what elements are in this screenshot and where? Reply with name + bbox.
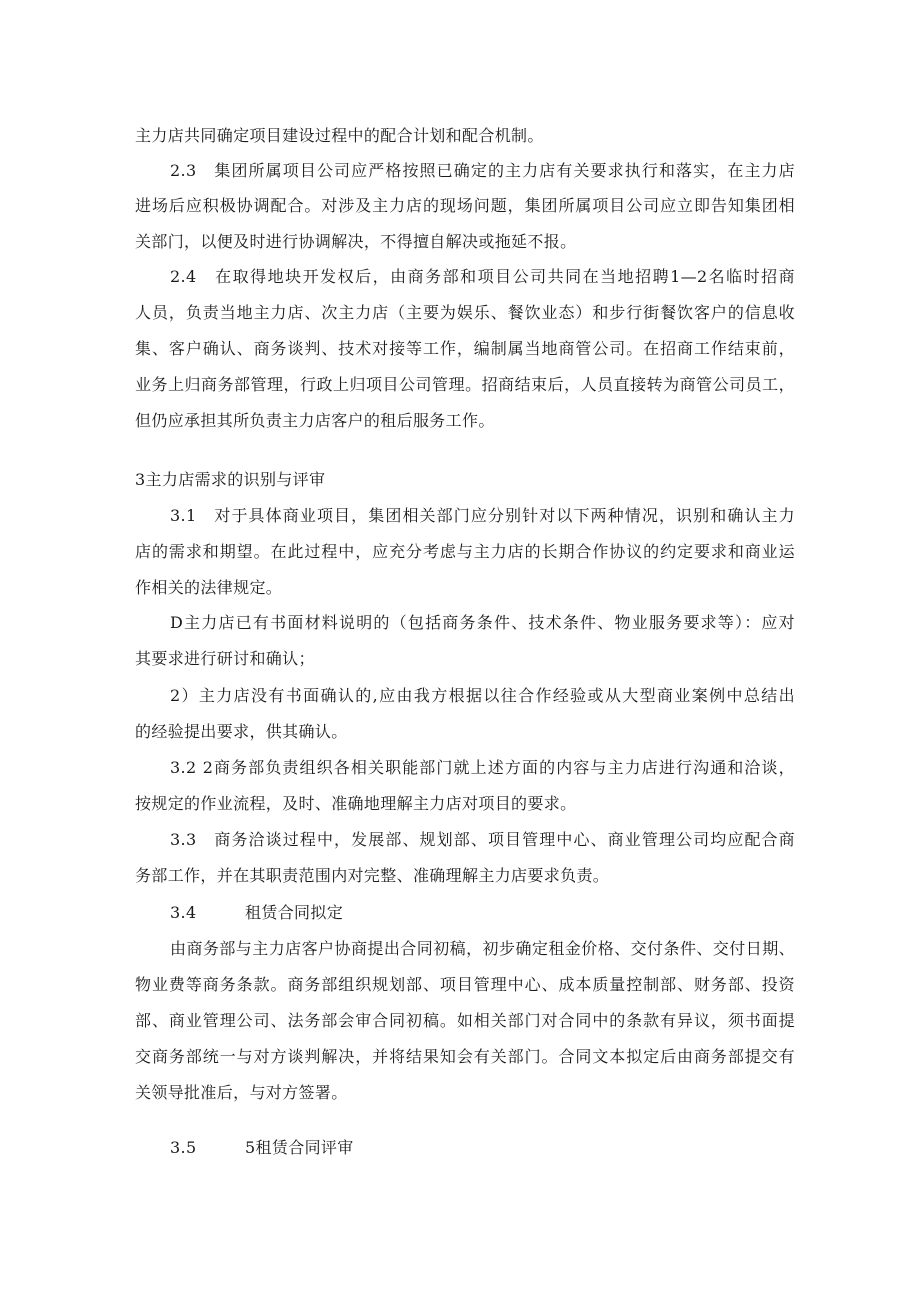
text-line: 集、客户确认、商务谈判、技术对接等工作，编制属当地商管公司。在招商工作结束前，	[135, 339, 795, 358]
text-line: 务部工作，并在其职责范围内对完整、准确理解主力店要求负责。	[135, 866, 610, 885]
text-line: 的经验提出要求，供其确认。	[135, 722, 348, 741]
text-line: 作相关的法律规定。	[135, 578, 283, 597]
text-line: 物业费等商务条款。商务部组织规划部、项目管理中心、成本质量控制部、财务部、投资	[135, 975, 795, 994]
section-heading: 5租赁合同评审	[245, 1138, 354, 1157]
text-line: 但仍应承担其所负责主力店客户的租后服务工作。	[135, 411, 495, 430]
text-line: 其要求进行研讨和确认；	[135, 649, 315, 668]
text-line: 关部门，以便及时进行协调解决，不得擅自解决或拖延不报。	[135, 232, 577, 251]
text-line: 2.4 在取得地块开发权后，由商务部和项目公司共同在当地招聘1—2名临时招商	[170, 267, 795, 286]
text-line: 3.3 商务洽谈过程中，发展部、规划部、项目管理中心、商业管理公司均应配合商	[170, 830, 795, 849]
text-line: 3.2 2商务部负责组织各相关职能部门就上述方面的内容与主力店进行沟通和洽谈，	[170, 758, 795, 777]
section-heading: 租赁合同拟定	[245, 903, 344, 922]
section-heading: 3主力店需求的识别与评审	[135, 470, 326, 489]
text-line: 交商务部统一与对方谈判解决，并将结果知会有关部门。合同文本拟定后由商务部提交有	[135, 1047, 795, 1066]
text-line: 按规定的作业流程，及时、准确地理解主力店对项目的要求。	[135, 794, 577, 813]
section-number: 3.5	[170, 1138, 197, 1157]
text-line: 店的需求和期望。在此过程中，应充分考虑与主力店的长期合作协议的约定要求和商业运	[135, 542, 795, 561]
text-line: 业务上归商务部管理，行政上归项目公司管理。招商结束后，人员直接转为商管公司员工，	[135, 375, 795, 394]
text-line: 由商务部与主力店客户协商提出合同初稿，初步确定租金价格、交付条件、交付日期、	[170, 939, 795, 958]
text-line: 主力店共同确定项目建设过程中的配合计划和配合机制。	[135, 126, 544, 145]
text-line: 3.1 对于具体商业项目，集团相关部门应分别针对以下两种情况，识别和确认主力	[170, 506, 795, 525]
text-line: 关领导批准后，与对方签署。	[135, 1083, 348, 1102]
text-line: D主力店已有书面材料说明的（包括商务条件、技术条件、物业服务要求等）：应对	[170, 613, 795, 632]
text-line: 部、商业管理公司、法务部会审合同初稿。如相关部门对合同中的条款有异议，须书面提	[135, 1011, 795, 1030]
text-line: 2）主力店没有书面确认的,应由我方根据以往合作经验或从大型商业案例中总结出	[170, 686, 795, 705]
text-line: 进场后应积极协调配合。对涉及主力店的现场问题，集团所属项目公司应立即告知集团相	[135, 196, 795, 215]
text-line: 2.3 集团所属项目公司应严格按照已确定的主力店有关要求执行和落实，在主力店	[170, 161, 795, 180]
section-number: 3.4	[170, 903, 197, 922]
text-line: 人员，负责当地主力店、次主力店（主要为娱乐、餐饮业态）和步行街餐饮客户的信息收	[135, 303, 795, 322]
